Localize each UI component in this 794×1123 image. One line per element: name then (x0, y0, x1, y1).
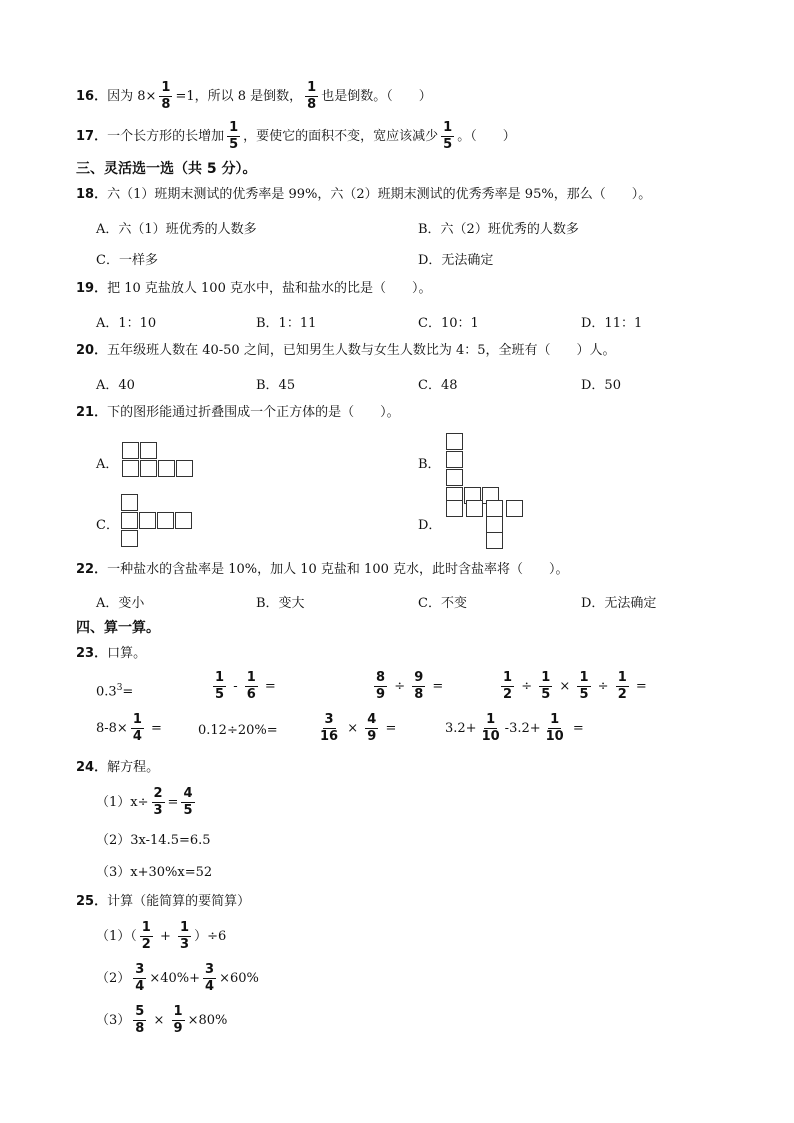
question-text: 计算（能简算的要简算） (107, 894, 251, 909)
option-a[interactable]: A．六（1）班优秀的人数多 (96, 222, 257, 237)
option-c[interactable]: C．一样多 (96, 253, 158, 268)
calc-expression-3: （3） $\frac{5}{8}$ × $\frac{1}{9}$ ×80% (96, 1004, 228, 1036)
question-number: 23． (76, 646, 108, 661)
question-text: 也是倒数。（ ） (321, 89, 432, 104)
question-number: 25． (76, 894, 108, 909)
question-24 (76, 759, 159, 777)
option-b[interactable]: B．六（2）班优秀的人数多 (418, 222, 579, 237)
option-b[interactable]: B．1：11 (256, 316, 317, 331)
option-a[interactable]: A．变小 (96, 596, 145, 611)
equation-3: （3）x+30%x=52 (96, 865, 213, 880)
question-number: 22． (76, 562, 108, 577)
section-heading-4: 四、算一算。 (76, 620, 160, 636)
question-25 (76, 893, 250, 911)
fraction: $\frac{1}{8}$ (307, 80, 317, 112)
calc-r2c4: 3.2+ $\frac{1}{10}$ -3.2+ $\frac{1}{10}$ = (445, 712, 584, 744)
fraction: $\frac{1}{8}$ (161, 80, 171, 112)
calc-r1c2: $\frac{1}{5}$ - $\frac{1}{6}$ = (215, 670, 276, 702)
option-a[interactable]: A．1：10 (96, 316, 157, 331)
calc-r1c4: $\frac{1}{2}$ ÷ $\frac{1}{5}$ × $\frac{1}{5}$ ÷ $\frac{1}{2}$ = (503, 670, 647, 702)
question-23 (76, 645, 146, 663)
calc-r1c1: $0.3^3=$ (96, 683, 134, 700)
equation-2: （2）3x-14.5=6.5 (96, 833, 211, 848)
calc-expression-1: （1）（ $\frac{1}{2}$ + $\frac{1}{3}$ ）÷6 (96, 920, 227, 952)
question-16 (76, 80, 432, 113)
question-text: 把 10 克盐放人 100 克水中，盐和盐水的比是（ ）。 (107, 281, 432, 296)
question-text: 一个长方形的长增加 (107, 129, 225, 144)
question-text: ，要使它的面积不变，宽应该减少 (243, 129, 439, 144)
question-number: 24． (76, 760, 108, 775)
option-c[interactable]: C．48 (418, 378, 458, 393)
question-number: 21． (76, 405, 108, 420)
option-d[interactable]: D．无法确定 (581, 596, 657, 611)
question-text: 一种盐水的含盐率是 10%，加人 10 克盐和 100 克水，此时含盐率将（ ）。 (107, 562, 569, 577)
question-number: 19． (76, 281, 108, 296)
option-d[interactable]: D． (418, 518, 442, 533)
option-c[interactable]: C． (96, 518, 119, 533)
question-number: 18． (76, 187, 108, 202)
option-b[interactable]: B． (418, 457, 441, 472)
question-18 (76, 186, 651, 204)
question-text: 六（1）班期末测试的优秀率是 99%，六（2）班期末测试的优秀秀率是 95%，那么（ ）。 (107, 187, 652, 202)
question-21 (76, 404, 400, 422)
question-text: 口算。 (107, 646, 147, 661)
fraction: $\frac{1}{5}$ (443, 120, 453, 152)
option-b[interactable]: B．变大 (256, 596, 305, 611)
calc-r1c3: $\frac{8}{9}$ ÷ $\frac{9}{8}$ = (376, 670, 444, 702)
option-a[interactable]: A．40 (96, 378, 135, 393)
question-20 (76, 342, 616, 360)
question-text: =1，所以 8 是倒数， (175, 89, 303, 104)
option-c[interactable]: C．10：1 (418, 316, 479, 331)
question-text: 解方程。 (107, 760, 160, 775)
question-17 (76, 120, 516, 153)
option-d[interactable]: D．50 (581, 378, 621, 393)
calc-r2c3: $\frac{3}{16}$ × $\frac{4}{9}$ = (320, 712, 397, 744)
question-22 (76, 561, 569, 579)
calc-r2c2: 0.12÷20%= (198, 723, 278, 738)
question-text: 因为 8× (107, 89, 157, 104)
option-b[interactable]: B．45 (256, 378, 296, 393)
option-d[interactable]: D．无法确定 (418, 253, 494, 268)
question-text: 。（ ） (457, 129, 516, 144)
question-text: 五年级班人数在 40-50 之间，已知男生人数与女生人数比为 4：5，全班有（ ）人。 (107, 343, 616, 358)
fraction: $\frac{1}{5}$ (229, 120, 239, 152)
calc-expression-2: （2） $\frac{3}{4}$ ×40%+ $\frac{3}{4}$ ×60% (96, 962, 259, 994)
option-a[interactable]: A． (96, 457, 119, 472)
option-d[interactable]: D．11：1 (581, 316, 643, 331)
section-heading-3: 三、灵活选一选（共 5 分）。 (76, 161, 257, 177)
question-text: 下的图形能通过折叠围成一个正方体的是（ ）。 (107, 405, 400, 420)
question-number: 20． (76, 343, 108, 358)
option-c[interactable]: C．不变 (418, 596, 467, 611)
calc-r2c1: 8-8× $\frac{1}{4}$ = (96, 712, 162, 744)
question-19 (76, 280, 431, 298)
equation-1: （1）x÷ $\frac{2}{3}$ = $\frac{4}{5}$ (96, 786, 193, 818)
question-number: 17． (76, 129, 108, 144)
question-number: 16． (76, 89, 108, 104)
